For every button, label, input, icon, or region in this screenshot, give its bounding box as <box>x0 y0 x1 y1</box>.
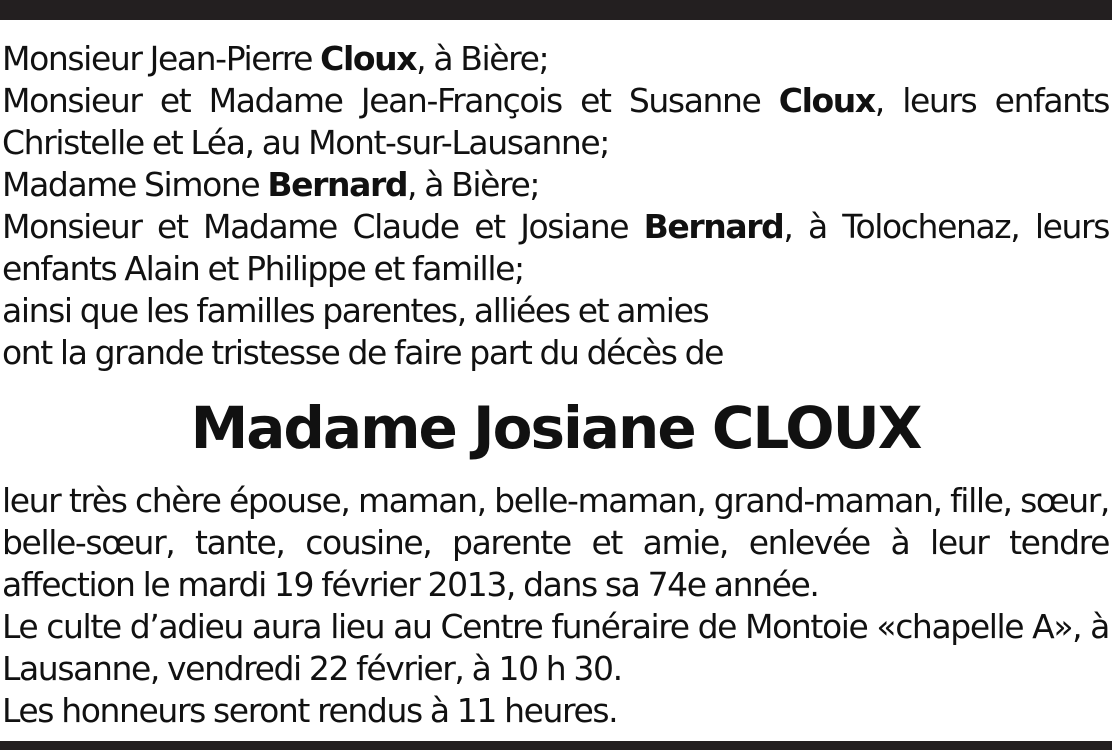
honours-line: Les honneurs seront rendus à 11 heures. <box>2 691 618 730</box>
family-member-suffix: , leurs enfants Christelle et Léa, au Mont-sur-Lausanne; <box>2 81 1109 162</box>
family-member-line <box>2 38 1109 80</box>
deceased-name: Madame Josiane CLOUX <box>190 394 921 462</box>
family-member-line <box>2 206 1109 290</box>
announcement-line: ont la grande tristesse de faire part du décès de <box>2 333 724 372</box>
top-border <box>0 0 1112 20</box>
family-surname: Bernard <box>643 207 784 246</box>
family-member-line <box>2 164 1109 206</box>
family-member-prefix: Madame Simone <box>2 165 268 204</box>
relatives-line: ainsi que les familles parentes, alliées et amies <box>2 291 709 330</box>
deceased-description: leur très chère épouse, maman, belle-maman, grand-maman, fille, sœur, belle-sœur, tante, cousine, parente et amie, enlevée à leur tendre affection le mardi 19 février 2013, dans sa 74e année. <box>2 481 1109 604</box>
family-surname: Cloux <box>320 39 417 78</box>
family-member-line <box>2 80 1109 164</box>
family-member-suffix: , à Bière; <box>407 165 540 204</box>
family-surname: Bernard <box>267 165 408 204</box>
bottom-border <box>0 741 1112 750</box>
family-member-suffix: , à Tolochenaz, leurs enfants Alain et Philippe et famille; <box>2 207 1109 288</box>
family-member-suffix: , à Bière; <box>416 39 549 78</box>
family-member-prefix: Monsieur et Madame Claude et Josiane <box>2 207 644 246</box>
family-member-prefix: Monsieur Jean-Pierre <box>2 39 321 78</box>
obituary-notice <box>2 38 1109 732</box>
family-member-prefix: Monsieur et Madame Jean-François et Susanne <box>2 81 779 120</box>
family-surname: Cloux <box>778 81 875 120</box>
ceremony-details: Le culte d’adieu aura lieu au Centre funéraire de Montoie «chapelle A», à Lausanne, vendredi 22 février, à 10 h 30. <box>2 607 1109 688</box>
